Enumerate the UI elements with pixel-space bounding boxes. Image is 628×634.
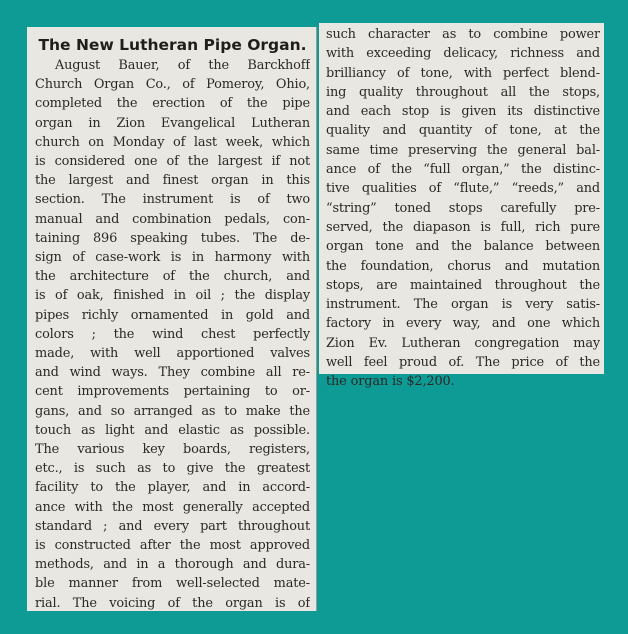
article-column-left <box>27 27 317 611</box>
text-line: cent improvements pertaining to or- <box>35 384 310 400</box>
text-line: brilliancy of tone, with perfect blend- <box>326 65 600 81</box>
text-line: methods, and in a thorough and dura- <box>35 557 310 573</box>
text-line: etc., is such as to give the greatest <box>35 461 310 477</box>
text-line: August Bauer, of the Barckhoff <box>55 58 310 73</box>
text-line: standard ; and every part throughout <box>35 518 310 534</box>
text-line: stops, are maintained throughout the <box>326 277 600 293</box>
text-line: completed the erection of the pipe <box>35 96 310 112</box>
text-line: ance with the most generally accepted <box>35 499 310 515</box>
text-line: instrument. The organ is very satis- <box>326 297 600 313</box>
text-line: The various key boards, registers, <box>35 442 310 458</box>
text-line: organ tone and the balance between <box>326 239 600 255</box>
text-line: manual and combination pedals, con- <box>35 211 310 227</box>
article-column-right <box>319 23 604 390</box>
text-line: rial. The voicing of the organ is of <box>35 595 310 611</box>
text-line: and wind ways. They combine all re- <box>35 365 310 381</box>
text-line: with exceeding delicacy, richness and <box>326 46 600 62</box>
text-line: the largest and finest organ in this <box>35 173 310 189</box>
text-line: ble manner from well-selected mate- <box>35 576 310 592</box>
text-line: is considered one of the largest if not <box>35 154 310 170</box>
text-line: factory in every way, and one which <box>326 316 600 332</box>
text-line: taining 896 speaking tubes. The de- <box>35 230 310 246</box>
text-line: and each stop is given its distinctive <box>326 104 600 120</box>
text-line: organ in Zion Evangelical Lutheran <box>35 115 310 131</box>
text-line: the organ is $2,200. <box>326 374 455 390</box>
text-line: sign of case-work is in harmony with <box>35 250 310 266</box>
text-line: facility to the player, and in accord- <box>35 480 310 496</box>
text-line: made, with well apportioned valves <box>35 346 310 362</box>
text-line: served, the diapason is full, rich pure <box>326 219 600 235</box>
text-line: ance of the “full organ,” the distinc- <box>326 162 600 178</box>
text-line: quality and quantity of tone, at the <box>326 123 600 139</box>
text-line: is constructed after the most approved <box>35 538 310 554</box>
text-line: pipes richly ornamented in gold and <box>35 307 310 323</box>
text-line: Zion Ev. Lutheran congregation may <box>326 335 600 351</box>
text-line: is of oak, finished in oil ; the display <box>35 288 310 304</box>
text-line: touch as light and elastic as possible. <box>35 422 310 438</box>
text-line: Church Organ Co., of Pomeroy, Ohio, <box>35 77 310 93</box>
text-line: section. The instrument is of two <box>35 192 310 208</box>
text-line: the architecture of the church, and <box>35 269 310 285</box>
text-line: tive qualities of “flute,” “reeds,” and <box>326 181 600 197</box>
article-headline: The New Lutheran Pipe Organ. <box>38 36 307 54</box>
text-line: ing quality throughout all the stops, <box>326 84 600 100</box>
text-line: such character as to combine power <box>326 27 600 42</box>
text-line: “string” toned stops carefully pre- <box>326 200 600 216</box>
text-line: same time preserving the general bal- <box>326 142 600 158</box>
text-line: well feel proud of. The price of the <box>326 355 600 371</box>
text-line: colors ; the wind chest perfectly <box>35 326 310 342</box>
text-line: gans, and so arranged as to make the <box>35 403 310 419</box>
text-line: church on Monday of last week, which <box>35 134 310 150</box>
text-line: the foundation, chorus and mutation <box>326 258 600 274</box>
